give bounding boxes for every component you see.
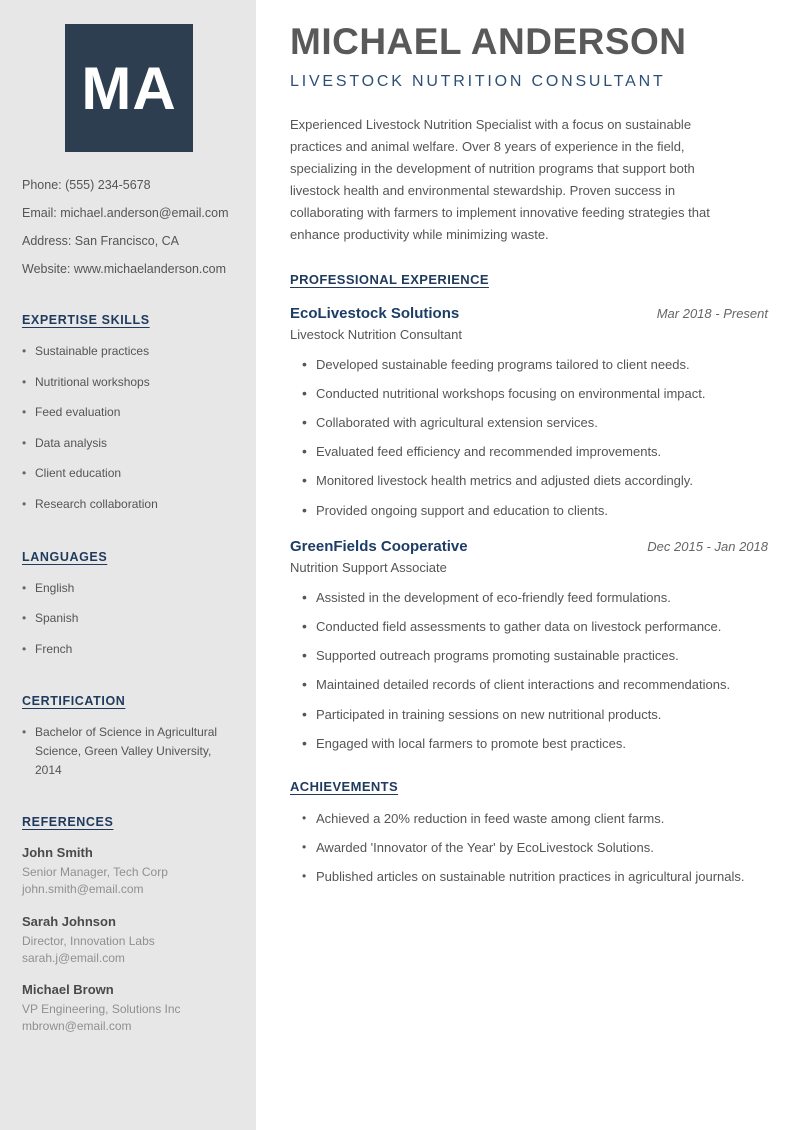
skill-item: • Data analysis <box>22 434 236 453</box>
monogram-initials: MA <box>81 54 177 122</box>
reference-email: mbrown@email.com <box>22 1019 132 1034</box>
job-company: GreenFields Cooperative <box>290 537 468 555</box>
person-job-title: LIVESTOCK NUTRITION CONSULTANT <box>290 72 666 90</box>
job-bullet: • Developed sustainable feeding programs tailored to client needs. <box>290 356 768 374</box>
reference-person <box>22 982 236 1035</box>
job-bullet-list <box>290 356 768 520</box>
monogram-box <box>65 24 193 152</box>
certification-list <box>22 723 236 779</box>
reference-person <box>22 914 236 967</box>
job-bullet: • Engaged with local farmers to promote best practices. <box>290 735 768 753</box>
achievements-heading: ACHIEVEMENTS <box>290 778 399 794</box>
job-company: EcoLivestock Solutions <box>290 304 460 322</box>
contact-phone: Phone: (555) 234-5678 <box>22 178 151 192</box>
certification-item: • Bachelor of Science in Agricultural Science, Green Valley University, 2014 <box>22 723 236 779</box>
job-dates: Mar 2018 - Present <box>656 305 768 321</box>
contact-section <box>22 178 236 277</box>
skill-item: • Sustainable practices <box>22 342 236 361</box>
job-header <box>290 538 768 555</box>
job-bullet: • Supported outreach programs promoting sustainable practices. <box>290 647 768 665</box>
person-name: MICHAEL ANDERSON <box>290 21 687 62</box>
job-bullet: • Conducted field assessments to gather data on livestock performance. <box>290 618 768 636</box>
language-item: • English <box>22 579 236 598</box>
languages-list <box>22 579 236 659</box>
references-heading: REFERENCES <box>22 815 114 830</box>
contact-website: Website: www.michaelanderson.com <box>22 262 227 276</box>
achievement-item: • Achieved a 20% reduction in feed waste among client farms. <box>290 810 768 828</box>
reference-email: john.smith@email.com <box>22 881 144 896</box>
summary-paragraph: Experienced Livestock Nutrition Specialist with a focus on sustainable practices and animal welfare. Over 8 years of experience in the field, specializing in the development of nutrition programs that support both livestock health and environmental stewardship. Proven success in collaborating with farmers to implement innovative feeding strategies that enhance productivity while minimizing waste. <box>290 116 710 242</box>
certification-heading: CERTIFICATION <box>22 694 126 709</box>
job-bullet: • Provided ongoing support and education to clients. <box>290 502 768 520</box>
languages-heading: LANGUAGES <box>22 549 108 564</box>
skill-item: • Research collaboration <box>22 495 236 514</box>
language-item: • French <box>22 640 236 659</box>
job-bullet: • Conducted nutritional workshops focusing on environmental impact. <box>290 385 768 403</box>
skills-list <box>22 342 236 514</box>
reference-title: VP Engineering, Solutions Inc <box>22 1002 181 1017</box>
skill-item: • Client education <box>22 464 236 483</box>
job-bullet: • Collaborated with agricultural extension services. <box>290 414 768 432</box>
sidebar <box>0 0 256 1130</box>
job-entry <box>290 538 768 753</box>
job-header <box>290 305 768 322</box>
skill-item: • Nutritional workshops <box>22 373 236 392</box>
main-content <box>256 0 800 1130</box>
achievement-item: • Published articles on sustainable nutrition practices in agricultural journals. <box>290 868 768 886</box>
job-bullet-list <box>290 589 768 753</box>
job-bullet: • Participated in training sessions on new nutritional products. <box>290 706 768 724</box>
reference-person <box>22 845 236 898</box>
job-bullet: • Monitored livestock health metrics and adjusted diets accordingly. <box>290 472 768 490</box>
reference-title: Senior Manager, Tech Corp <box>22 865 168 880</box>
job-entry <box>290 305 768 520</box>
reference-email: sarah.j@email.com <box>22 950 125 965</box>
achievements-list <box>290 810 768 887</box>
references-list <box>22 845 236 1035</box>
reference-name: Sarah Johnson <box>22 913 116 929</box>
skills-heading: EXPERTISE SKILLS <box>22 313 150 327</box>
job-dates: Dec 2015 - Jan 2018 <box>647 538 768 554</box>
reference-name: John Smith <box>22 845 93 861</box>
job-bullet: • Evaluated feed efficiency and recommended improvements. <box>290 443 768 461</box>
reference-title: Director, Innovation Labs <box>22 933 155 948</box>
job-role: Livestock Nutrition Consultant <box>290 326 462 342</box>
language-item: • Spanish <box>22 609 236 628</box>
experience-heading: PROFESSIONAL EXPERIENCE <box>290 271 489 287</box>
contact-email: Email: michael.anderson@email.com <box>22 206 229 220</box>
job-bullet: • Maintained detailed records of client interactions and recommendations. <box>290 676 768 694</box>
job-role: Nutrition Support Associate <box>290 559 447 575</box>
job-bullet: • Assisted in the development of eco-friendly feed formulations. <box>290 589 768 607</box>
skill-item: • Feed evaluation <box>22 403 236 422</box>
contact-address: Address: San Francisco, CA <box>22 234 180 248</box>
reference-name: Michael Brown <box>22 982 114 998</box>
achievement-item: • Awarded 'Innovator of the Year' by EcoLivestock Solutions. <box>290 839 768 857</box>
